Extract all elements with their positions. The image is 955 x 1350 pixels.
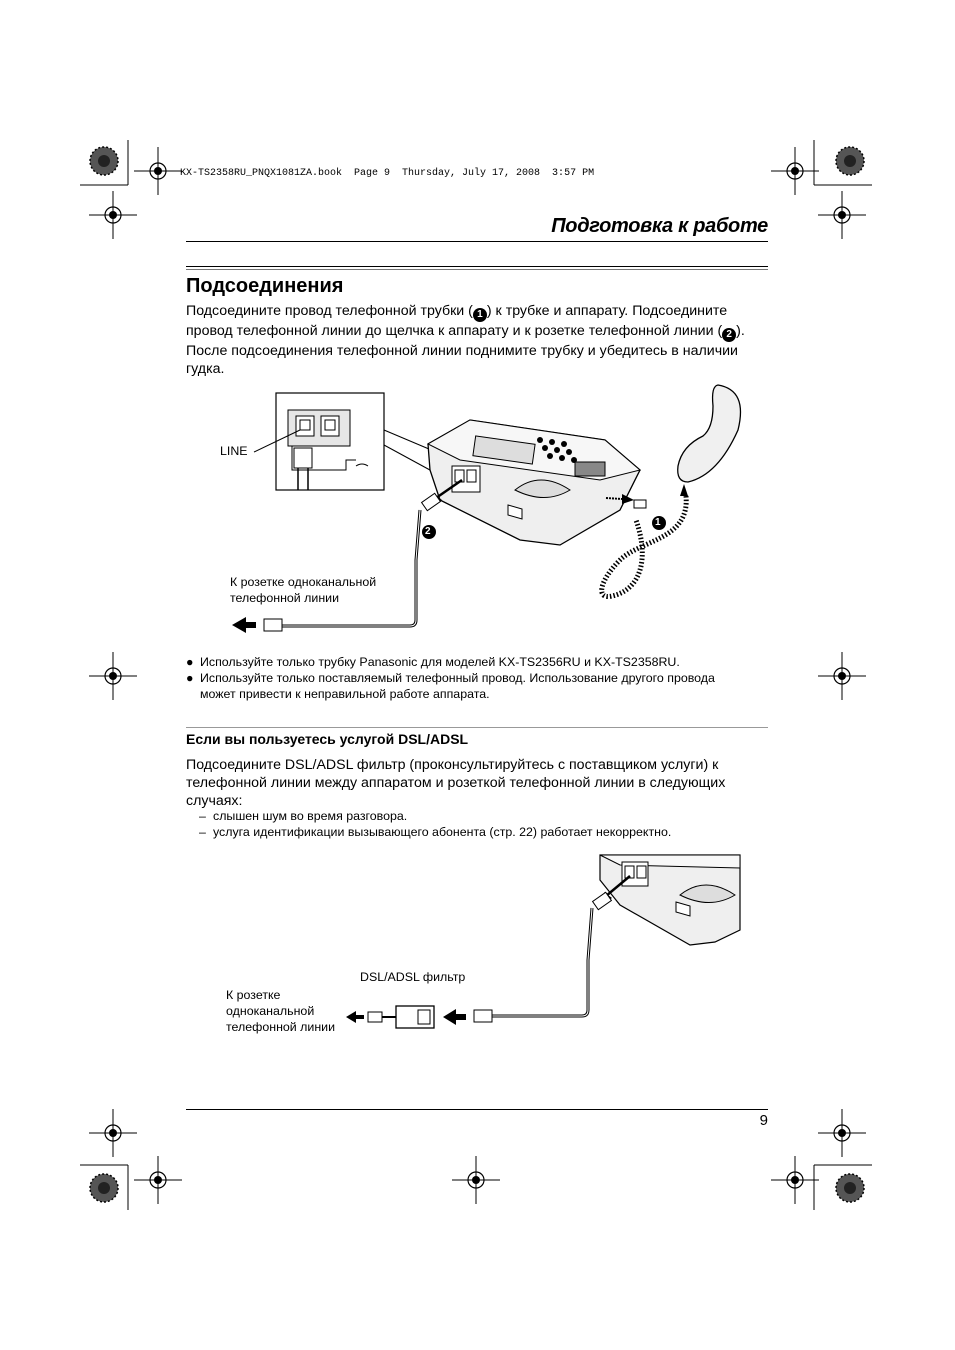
registration-mark-icon	[818, 652, 866, 700]
dsl-filter-figure	[340, 850, 750, 1040]
header-rule	[186, 241, 768, 242]
dsl-socket-label-line-2: одноканальной	[226, 1004, 315, 1018]
dsl-rule	[186, 727, 768, 728]
dsl-filter-label: DSL/ADSL фильтр	[360, 970, 466, 984]
registration-star-icon	[836, 147, 864, 175]
registration-mark-icon	[771, 147, 819, 195]
plug-icon	[294, 448, 312, 468]
socket-label-line-1: К розетке одноканальной	[230, 575, 377, 589]
callout-1-text: 1	[655, 517, 661, 528]
registration-mark-icon	[89, 191, 137, 239]
dsl-case-item: – услуга идентификации вызывающего абонента (стр. 22) работает некорректно.	[199, 825, 672, 839]
phone-jack-icon	[321, 416, 339, 436]
footer-rule	[186, 1109, 768, 1110]
note-item: ● Используйте только поставляемый телефонный провод. Использование другого провода может привести к неправильной работе аппарата.	[186, 671, 715, 701]
registration-star-icon	[90, 1174, 118, 1202]
badge-1: 1	[473, 308, 487, 322]
line-label: LINE	[220, 444, 248, 458]
intro-paragraph	[186, 302, 776, 378]
registration-star-icon	[90, 147, 118, 175]
dsl-cases-list	[199, 808, 789, 840]
dsl-paragraph	[186, 756, 776, 810]
registration-mark-icon	[818, 1109, 866, 1157]
intro-line-3: После подсоединения телефонной линии поднимите трубку и убедитесь в наличии	[186, 343, 738, 359]
dsl-socket-label	[226, 987, 335, 1035]
dsl-line-1: Подсоедините DSL/ADSL фильтр (проконсультируйтесь с поставщиком услуги) к	[186, 757, 719, 773]
title-rule-bottom	[186, 269, 768, 270]
dsl-title: Если вы пользуетесь услугой DSL/ADSL	[186, 731, 469, 747]
dsl-case-item: – слышен шум во время разговора.	[199, 809, 408, 823]
notes-list	[186, 654, 776, 702]
note-item: ● Используйте только трубку Panasonic для моделей KX-TS2356RU и KX-TS2358RU.	[186, 655, 680, 669]
page-title: Подсоединения	[186, 275, 344, 297]
registration-mark-icon	[134, 147, 182, 195]
intro-line-1: Подсоедините провод телефонной трубки ( 1 ) к трубке и аппарату. Подсоедините	[186, 303, 728, 320]
dsl-line-2: телефонной линии между аппаратом и розеткой телефонной линии в следующих	[186, 775, 726, 791]
intro-line-2: провод телефонной линии до щелчка к аппарату и к розетке телефонной линии ( 2 ).	[186, 323, 745, 340]
arrow-left-icon	[443, 1009, 466, 1025]
socket-label-line-2: телефонной линии	[230, 591, 339, 605]
arrow-left-icon	[346, 1011, 364, 1023]
dsl-line-3: случаях:	[186, 793, 243, 809]
registration-mark-icon	[818, 191, 866, 239]
registration-star-icon	[836, 1174, 864, 1202]
page-number: 9	[759, 1112, 768, 1129]
registration-mark-icon	[452, 1156, 500, 1204]
arrow-left-icon	[232, 617, 256, 633]
socket-label	[230, 574, 376, 606]
dsl-filter-icon	[396, 1006, 434, 1028]
badge-2: 2	[722, 328, 736, 342]
callout-2-text: 2	[425, 526, 431, 537]
dsl-socket-label-line-1: К розетке	[226, 988, 281, 1002]
title-rule-top	[186, 266, 768, 267]
registration-mark-icon	[89, 1109, 137, 1157]
registration-mark-icon	[771, 1156, 819, 1204]
registration-mark-icon	[134, 1156, 182, 1204]
line-jack-icon	[296, 416, 314, 436]
handset-icon	[678, 385, 741, 482]
section-header: Подготовка к работе	[551, 215, 768, 237]
print-info: KX-TS2358RU_PNQX1081ZA.book Page 9 Thursday, July 17, 2008 3:57 PM	[180, 168, 595, 179]
registration-mark-icon	[89, 652, 137, 700]
dsl-socket-label-line-3: телефонной линии	[226, 1020, 335, 1034]
intro-line-4: гудка.	[186, 361, 225, 377]
